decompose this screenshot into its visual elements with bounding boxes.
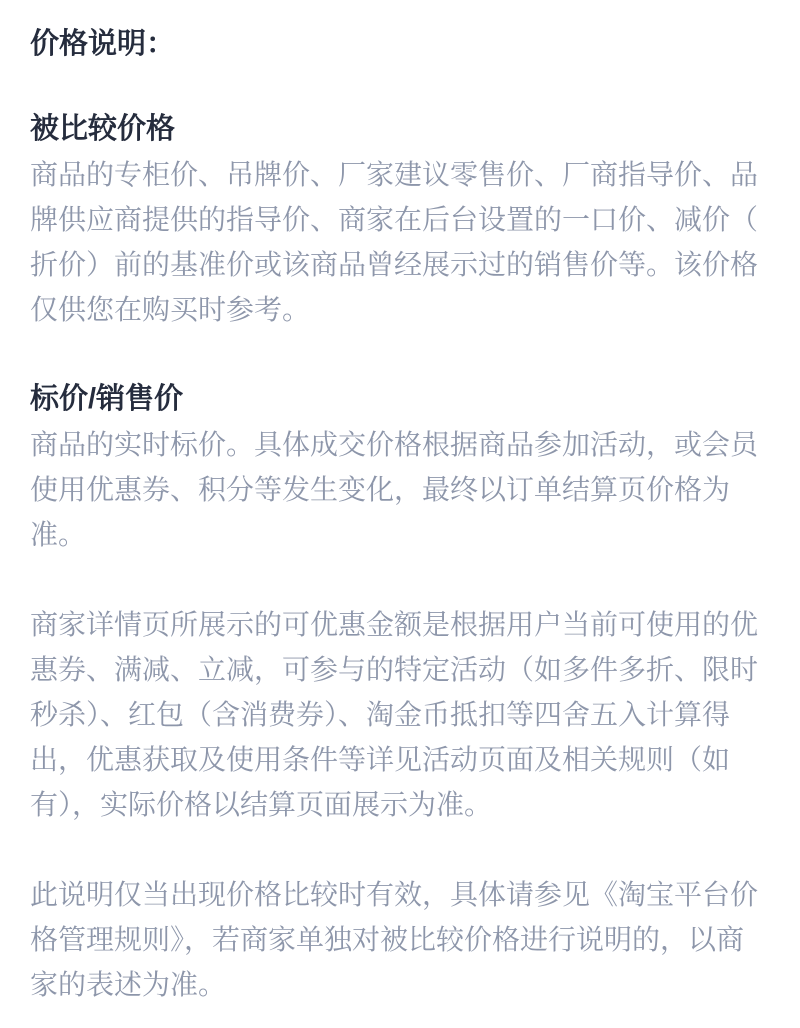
text-line: 秒杀）、红包（含消费券）、淘金币抵扣等四舍五入计算得	[30, 699, 731, 730]
text-line: 出，优惠获取及使用条件等详见活动页面及相关规则（如	[30, 744, 731, 775]
section-heading-list-price: 标价/销售价	[30, 383, 184, 415]
text-line: 格管理规则》，若商家单独对被比较价格进行说明的，以商	[30, 924, 745, 955]
text-line: 商品的专柜价、吊牌价、厂家建议零售价、厂商指导价、品	[30, 159, 759, 190]
text-line: 商家详情页所展示的可优惠金额是根据用户当前可使用的优	[30, 609, 759, 640]
text-line: 牌供应商提供的指导价、商家在后台设置的一口价、减价（	[30, 204, 759, 235]
text-line: 家的表述为准。	[30, 969, 227, 1000]
page-title: 价格说明：	[30, 28, 176, 60]
text-line: 此说明仅当出现价格比较时有效，具体请参见《淘宝平台价	[30, 879, 759, 910]
text-line: 准。	[30, 519, 87, 550]
paragraph-discount-calculation	[30, 602, 770, 827]
text-line: 仅供您在购买时参考。	[30, 294, 311, 325]
section-heading-compared-price: 被比较价格	[30, 113, 176, 145]
text-line: 使用优惠券、积分等发生变化，最终以订单结算页价格为	[30, 474, 731, 505]
paragraph-rule-reference	[30, 872, 770, 1007]
text-line: 有），实际价格以结算页面展示为准。	[30, 789, 493, 820]
section-compared-price	[30, 107, 770, 332]
section-list-price	[30, 377, 770, 557]
text-line: 折价）前的基准价或该商品曾经展示过的销售价等。该价格	[30, 249, 759, 280]
text-line: 商品的实时标价。具体成交价格根据商品参加活动，或会员	[30, 429, 759, 460]
text-line: 惠券、满减、立减，可参与的特定活动（如多件多折、限时	[30, 654, 759, 685]
